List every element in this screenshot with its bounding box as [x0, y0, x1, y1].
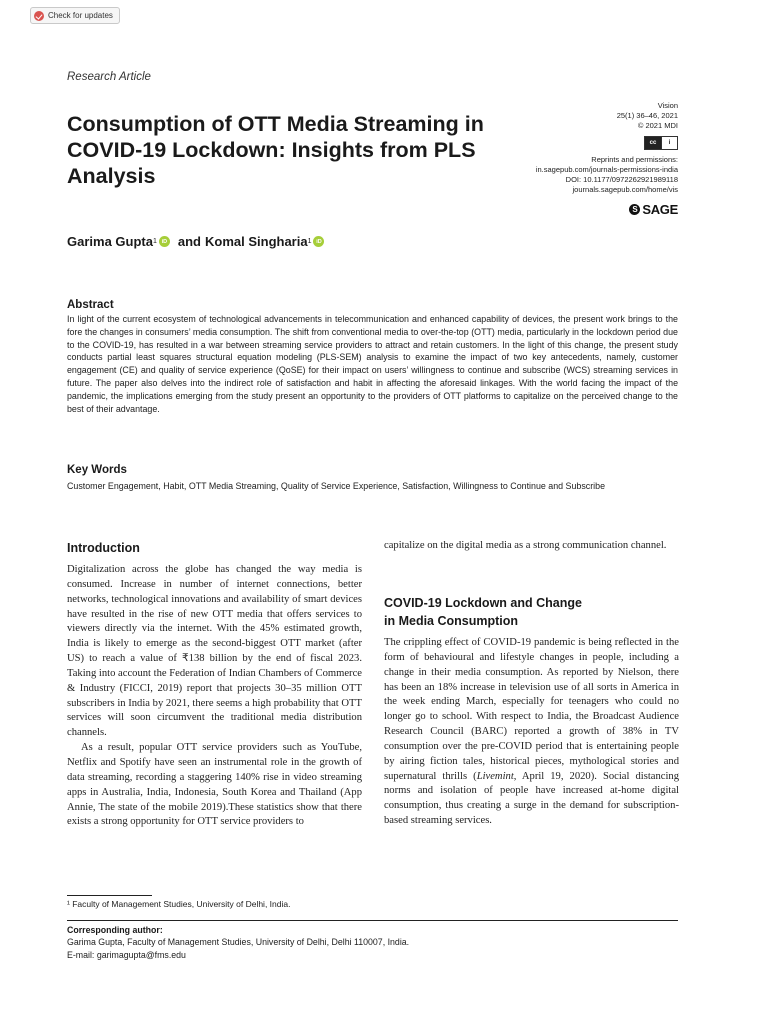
introduction-heading: Introduction [67, 541, 140, 555]
footnote: ¹ Faculty of Management Studies, University of Delhi, India. [67, 899, 291, 909]
corresponding-address: Garima Gupta, Faculty of Management Studies, University of Delhi, Delhi 110007, India. [67, 937, 410, 947]
journal-home-url[interactable]: journals.sagepub.com/home/vis [572, 185, 678, 194]
check-for-updates-label: Check for updates [48, 11, 113, 20]
reprints-block [536, 155, 678, 195]
check-for-updates-badge[interactable] [30, 7, 120, 24]
corresponding-divider [67, 920, 678, 921]
orcid-icon[interactable]: iD [159, 236, 170, 247]
abstract-heading: Abstract [67, 299, 114, 311]
doi[interactable]: DOI: 10.1177/0972262921989118 [565, 175, 678, 184]
author-name: Garima Gupta [67, 234, 153, 249]
reprints-label: Reprints and permissions: [591, 155, 678, 164]
introduction-continued: capitalize on the digital media as a strong communication channel. [384, 540, 667, 551]
paragraph-text: The crippling effect of COVID-19 pandemic is being reflected in the form of behavioural and lifestyle changes in people, including a change in their media consumption. As reported by Nielson, there has been an 18% increase in television use of all sorts in America in the week ending March, especially for teenagers who could no longer go to school. With respect to India, the Broadcast Audience Research Council (BARC) reported a growth of 38% in TV consumption over the pre-COVID period that is entertaining people by airing fiction tales, historical pieces, mythological stories and supernatural thrills ( [384, 637, 679, 782]
paper-title: Consumption of OTT Media Streaming in COVID-19 Lockdown: Insights from PLS Analysis [67, 112, 484, 188]
paragraph-text: , April 19, 2020). Social distancing norms and isolation of people have increased at-home digital consumption, thus creating a surge in the demand for subscription-based streaming services. [384, 770, 680, 827]
covid-section-body [384, 636, 679, 829]
affiliation-marker: 1 [307, 238, 312, 245]
covid-heading-line: COVID-19 Lockdown and Change [384, 596, 582, 610]
reprints-url[interactable]: in.sagepub.com/journals-permissions-india [535, 165, 678, 174]
sage-mark-icon: S [629, 204, 640, 215]
cc-mark: cc [645, 137, 661, 149]
orcid-icon[interactable]: iD [313, 236, 324, 247]
keywords-text: Customer Engagement, Habit, OTT Media Streaming, Quality of Service Experience, Satisfaction, Willingness to Continue and Subscribe [67, 481, 606, 491]
paragraph: Digitalization across the globe has changed the way media is consumed. Increase in number of internet connections, better networks, technological innovations and availability of smart devices have resulted in the rise of new OTT media that offers services to viewers directly via the internet. With the 45% estimated growth, India is likely to emerge as the second-biggest OTT market (after US) to reach a value of ₹138 billion by the end of fiscal 2023. Taking into account the Federation of Indian Chambers of Commerce & Industry (FICCI, 2019) report that projects 30–35 million OTT subscribers in India by 2021, there seems a high probability that OTT services will soon circumvent the traditional media distribution channels. [67, 564, 362, 739]
author-line [67, 234, 328, 249]
journal-issue: 25(1) 36–46, 2021 [616, 111, 678, 120]
corresponding-email-line [67, 950, 186, 960]
journal-name: Vision [657, 101, 678, 110]
email-label: E-mail: [67, 950, 97, 960]
journal-copyright: © 2021 MDI [637, 121, 678, 130]
affiliation-marker: 1 [152, 238, 157, 245]
corresponding-heading: Corresponding author: [67, 925, 163, 935]
journal-meta [617, 101, 678, 131]
introduction-body [67, 563, 362, 830]
by-mark: i [661, 137, 677, 149]
email-link[interactable]: garimagupta@fms.edu [96, 950, 186, 960]
author-connector: and [177, 234, 201, 249]
covid-section-heading [384, 594, 582, 630]
paragraph: As a result, popular OTT service providers such as YouTube, Netflix and Spotify have seen an instrumental role in the growth of data streaming, recording a staggering 140% rise in video streaming apps in Australia, India, Indonesia, South Korea and Thailand (App Annie, The state of the mobile 2019).These statistics show that there exists a strong opportunity for OTT service providers to [67, 742, 362, 828]
sage-wordmark: SAGE [642, 202, 678, 217]
abstract-text: In light of the current ecosystem of technological advancements in telecommunication and enhanced capability of devices, the present work brings to the fore the changes in consumers’ media consumption. The shift from conventional media to over-the-top (OTT) media, particularly in the lockdown period due to the COVID-19, has resulted in a war between streaming service providers to attract and retain customers. In the light of this change, the present study conducts partial least squares structural equation modeling (PLS-SEM) analysis to examine the impact of two key antecedents, namely, customer engagement (CE) and quality of service experience (QoSE) for their impact on users’ willingness to continue and subscribe (WCS) streaming services in future. The paper also delves into the indirect role of satisfaction and habit in affecting the aforesaid linkages. With the world facing the impact of the pandemic, the implications emerging from the study present an opportunity to the providers of OTT platforms to capitalize on the perceived change to the best of their advantage. [67, 314, 678, 414]
article-type: Research Article [67, 71, 151, 83]
keywords-heading: Key Words [67, 464, 127, 476]
cc-by-icon [644, 136, 678, 150]
check-circle-icon [34, 11, 44, 21]
footnote-divider [67, 895, 152, 896]
paragraph [384, 636, 679, 829]
citation-source: Livemint [476, 770, 514, 782]
author-name: Komal Singharia [205, 234, 308, 249]
sage-logo [629, 202, 678, 217]
covid-heading-line: in Media Consumption [384, 614, 519, 628]
